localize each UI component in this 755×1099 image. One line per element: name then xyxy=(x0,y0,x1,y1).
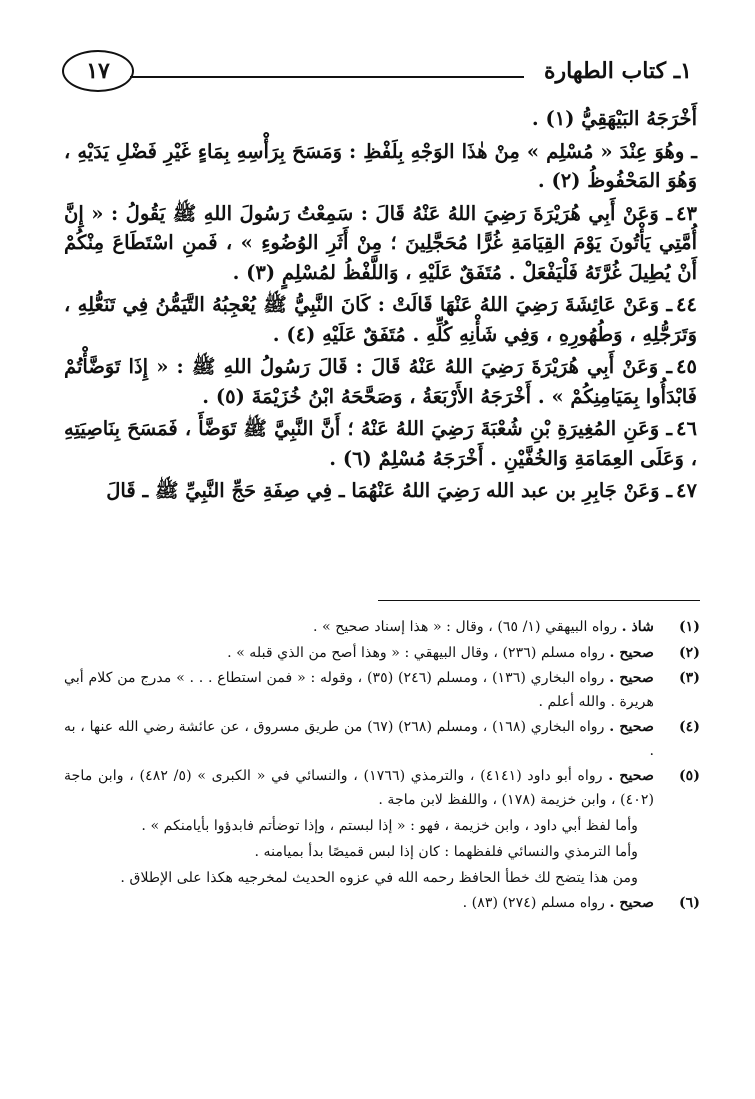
footnote-number: (٤) xyxy=(678,719,700,735)
paragraph-text: أَخْرَجَهُ البَيْهَقِيُّ (١) . xyxy=(531,107,697,130)
paragraph xyxy=(64,104,697,134)
hadith-paragraph xyxy=(64,476,697,506)
paragraph-text: ـ وَعَنْ أَبِي هُرَيْرَةَ رَضِيَ اللهُ عَنْهُ قَالَ : سَمِعْتُ رَسُولَ اللهِ ﷺ يَقُولُ : « إِنَّ أُمَّتِي يَأْتُونَ يَوْمَ القِيَامَةِ غُرًّا مُحَجَّلِينَ ؛ مِنْ أَثَرِ الوُضُوءِ » ، فَمنِ اسْتَطَاعَ مِنْكُمْ أَنْ يُطِيلَ غُرَّتَهُ فَلْيَفْعَلْ . مُتَفَقٌ عَلَيْهِ ، وَاللَّفْظُ لمُسْلِمٍ (٣) . xyxy=(64,201,697,284)
hadith-paragraph xyxy=(64,290,697,349)
main-text xyxy=(64,104,697,509)
footnote-grade: صحيح . xyxy=(609,644,654,661)
footnotes xyxy=(64,616,700,918)
footnote-text xyxy=(64,642,654,666)
hadith-paragraph xyxy=(64,199,697,288)
footnote-grade: صحيح . xyxy=(609,719,654,735)
footnote-text xyxy=(64,892,654,916)
paragraph-text: ـ وَعَنِ المُغِيرَةِ بْنِ شُعْبَةَ رَضِيَ اللهُ عَنْهُ ؛ أَنَّ النَّبِيَّ ﷺ تَوَضَّأَ ، فَمَسَحَ بِنَاصِيَتِهِ ، وَعَلَى العِمَامَةِ وَالخُفَّيْنِ . أَخْرَجَهُ مُسْلِمٌ (٦) . xyxy=(64,417,697,470)
footnote-text xyxy=(64,716,654,763)
paragraph xyxy=(64,137,697,196)
hadith-paragraph xyxy=(64,414,697,473)
footnote-number: (٥) xyxy=(678,768,700,784)
footnote-number: (٦) xyxy=(678,895,700,911)
footnote-body: رواه البخاري (١٣٦) ، ومسلم (٢٤٦) (٣٥) ، وقوله : « فمن استطاع . . . » مدرج من كلام أبي هريرة . والله أعلم . xyxy=(64,670,654,710)
footnote-grade: صحيح . xyxy=(609,670,654,686)
page-number: ١٧ xyxy=(62,50,134,92)
hadith-number: ٤٦ xyxy=(676,417,697,440)
footnote-grade: صحيح . xyxy=(608,768,654,784)
footnote xyxy=(64,642,700,666)
footnote-text xyxy=(64,667,654,714)
footnote-grade: شاذ . xyxy=(621,619,654,635)
footnote xyxy=(64,716,700,763)
footnote xyxy=(64,616,700,640)
footnote-body: رواه البخاري (١٦٨) ، ومسلم (٢٦٨) (٦٧) من طريق مسروق ، عن عائشة رضي الله عنها ، به . xyxy=(64,719,654,759)
paragraph-text: ـ وَعَنْ أَبِي هُرَيْرَةَ رَضِيَ اللهُ عَنْهُ قَالَ : قَالَ رَسُولُ اللهِ ﷺ : « إِذَا تَوَضَّأْتُمْ فَابْدَأُوا بِمَيَامِنِكُمْ » . أَخْرَجَهُ الأَرْبَعَةُ ، وَصَحَّحَهُ ابْنُ خُزَيْمَةَ (٥) . xyxy=(64,355,697,408)
footnote-text xyxy=(64,765,654,812)
footnote xyxy=(64,765,700,812)
hadith-number: ٤٣ xyxy=(676,201,697,225)
footnote xyxy=(64,892,700,916)
footnote-body: رواه مسلم (٢٣٦) ، وقال البيهقي : « وهذا أصح من الذي قبله » . xyxy=(227,644,605,661)
footnote-number: (٢) xyxy=(678,644,700,661)
chapter-title: ١ـ كتاب الطهارة xyxy=(544,58,692,84)
hadith-number: ٤٥ xyxy=(676,355,697,378)
page-header xyxy=(62,44,692,100)
header-rule xyxy=(130,76,524,78)
footnote-continuation: وأما الترمذي والنسائي فلفظهما : كان إذا لبس قميصًا بدأ بميامنه . xyxy=(254,844,638,860)
footnote xyxy=(64,667,700,714)
hadith-number: ٤٤ xyxy=(676,293,697,316)
footnote-number: (١) xyxy=(678,619,700,635)
footnote-text xyxy=(64,616,654,640)
paragraph-text: ـ وَعَنْ جَابِرِ بن عبد الله رَضِيَ اللهُ عَنْهُمَا ـ فِي صِفَةِ حَجِّ النَّبِيِّ ﷺ ـ قَالَ xyxy=(106,479,673,502)
footnote-grade: صحيح . xyxy=(609,895,654,911)
footnote-continuation: وأما لفظ أبي داود ، وابن خزيمة ، فهو : « إذا لبستم ، وإذا توضأتم فابدؤوا بأيامنكم » . xyxy=(141,818,638,834)
footnote-body: رواه أبو داود (٤١٤١) ، والترمذي (١٧٦٦) ، والنسائي في « الكبرى » (٥/ ٤٨٢) ، وابن ماجة (٤٠٢) ، وابن خزيمة (١٧٨) ، واللفظ لابن ماجة . xyxy=(64,768,654,808)
footnote-body: رواه مسلم (٢٧٤) (٨٣) . xyxy=(462,895,605,911)
footnote-separator xyxy=(378,600,700,601)
footnote-continuation: ومن هذا يتضح لك خطأ الحافظ رحمه الله في عزوه الحديث لمخرجيه هكذا على الإطلاق . xyxy=(120,870,638,886)
footnote-number: (٣) xyxy=(678,670,700,686)
footnote-body: رواه البيهقي (١/ ٦٥) ، وقال : « هذا إسناد صحيح » . xyxy=(312,619,618,635)
hadith-paragraph xyxy=(64,352,697,411)
paragraph-text: ـ وهُوَ عِنْدَ « مُسْلِم » مِنْ هٰذَا الوَجْهِ بِلَفْظِ : وَمَسَحَ بِرَأْسِهِ بِمَاءٍ غَيْرِ فَضْلِ يَدَيْهِ ، وَهُوَ المَحْفُوظُ (٢) . xyxy=(64,139,697,192)
paragraph-text: ـ وَعَنْ عَائِشَةَ رَضِيَ اللهُ عَنْهَا قَالَتْ : كَانَ النَّبِيُّ ﷺ يُعْجِبُهُ التَّيَمُّنُ فِي تَنَعُّلِهِ ، وَتَرَجُّلِهِ ، وَطُهُورِهِ ، وَفِي شَأْنِهِ كُلِّهِ . مُتَفَقٌ عَلَيْهِ (٤) . xyxy=(64,293,697,346)
hadith-number: ٤٧ xyxy=(676,479,697,502)
